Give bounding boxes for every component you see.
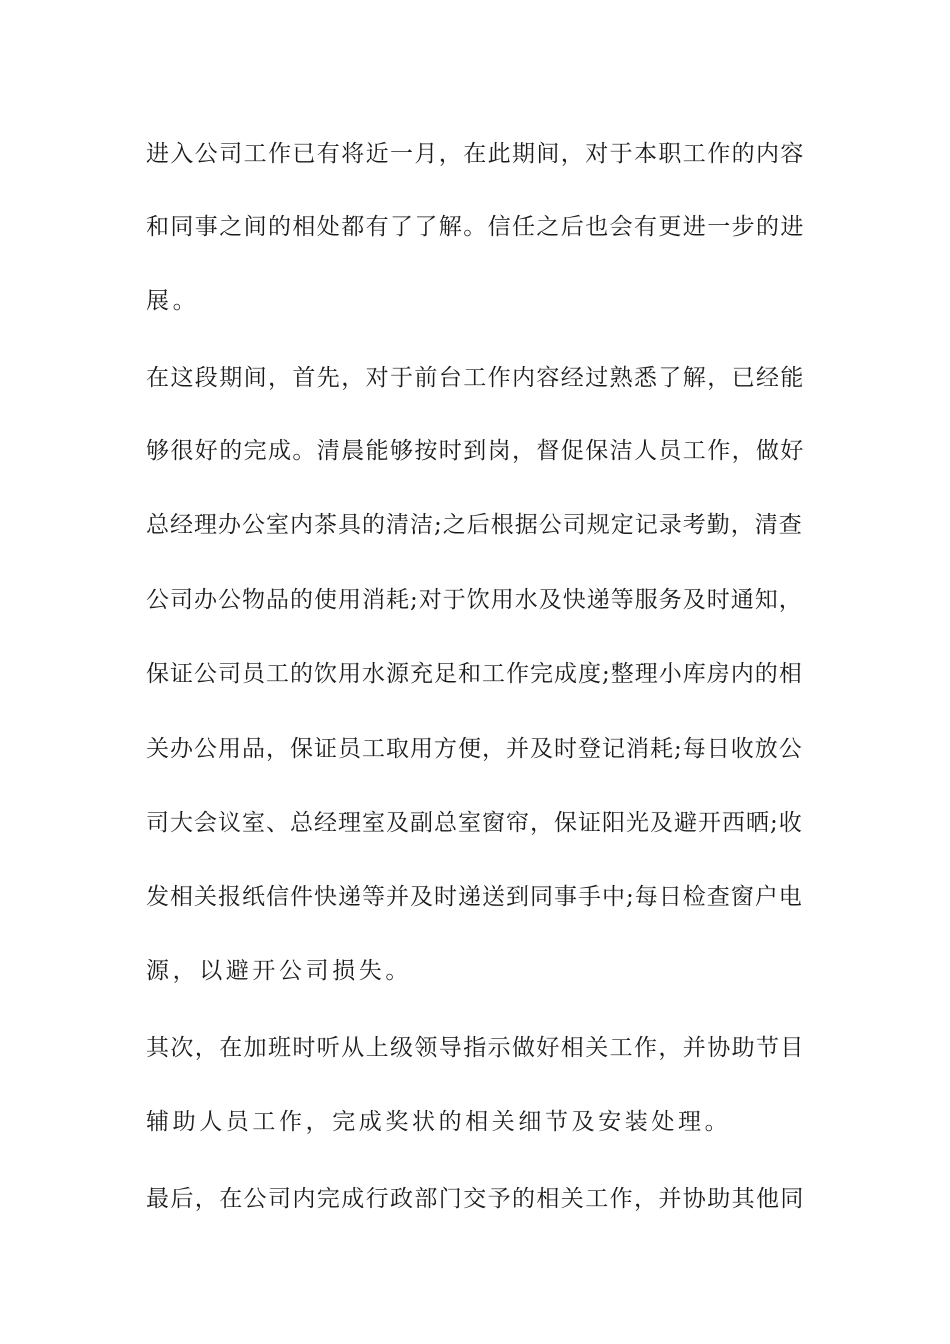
text-line: 进入公司工作已有将近一月，在此期间，对于本职工作的内容 xyxy=(146,141,805,167)
text-line: 最后，在公司内完成行政部门交予的相关工作，并协助其他同 xyxy=(146,1186,805,1212)
text-line: 司大会议室、总经理室及副总室窗帘，保证阳光及避开西晒;收 xyxy=(146,810,803,836)
text-line: 关办公用品，保证员工取用方便，并及时登记消耗;每日收放公 xyxy=(146,736,803,762)
text-line: 保证公司员工的饮用水源充足和工作完成度;整理小库房内的相 xyxy=(146,661,803,687)
text-line: 和同事之间的相处都有了了解。信任之后也会有更进一步的进 xyxy=(146,214,805,240)
text-line: 发相关报纸信件快递等并及时递送到同事手中;每日检查窗户电 xyxy=(146,884,803,910)
text-line: 辅助人员工作，完成奖状的相关细节及安装处理。 xyxy=(146,1109,732,1135)
text-line: 总经理办公室内茶具的清洁;之后根据公司规定记录考勤，清查 xyxy=(146,512,803,538)
text-line: 公司办公物品的使用消耗;对于饮用水及快递等服务及时通知， xyxy=(146,587,803,613)
text-line: 够很好的完成。清晨能够按时到岗，督促保洁人员工作，做好 xyxy=(146,438,805,464)
text-line: 其次，在加班时听从上级领导指示做好相关工作，并协助节目 xyxy=(146,1035,805,1061)
text-line: 展。 xyxy=(146,288,200,314)
text-line: 在这段期间，首先，对于前台工作内容经过熟悉了解，已经能 xyxy=(146,365,805,391)
text-line: 源，以避开公司损失。 xyxy=(146,958,412,984)
